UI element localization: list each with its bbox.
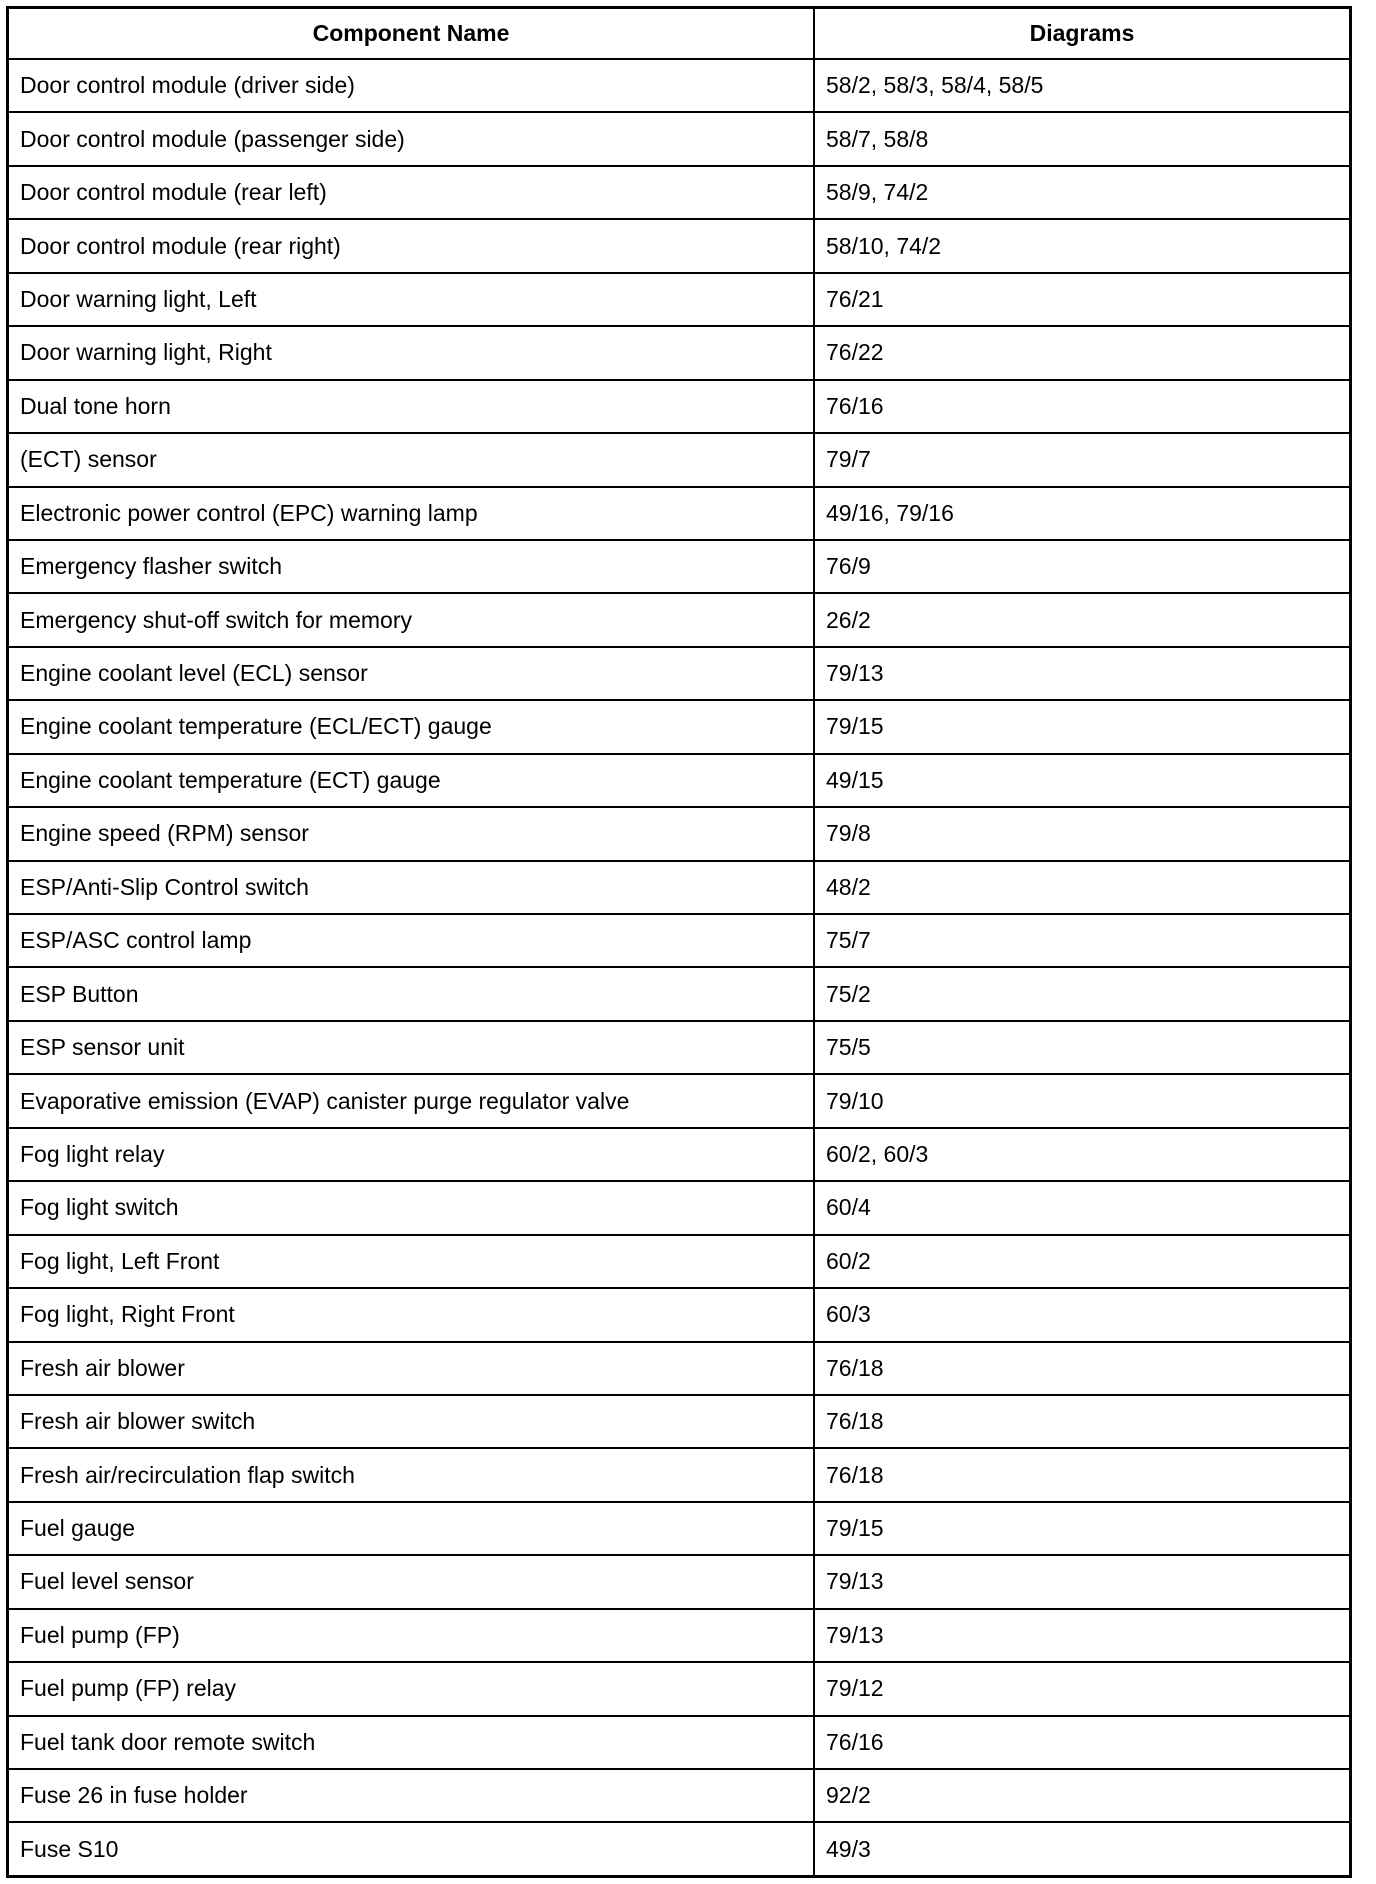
component-name-cell: Fuel tank door remote switch [9,1716,814,1769]
diagrams-cell: 76/16 [814,1716,1349,1769]
component-name-cell: Fog light switch [9,1181,814,1234]
diagrams-cell: 75/7 [814,914,1349,967]
table-row [9,647,1349,700]
diagrams-cell: 76/21 [814,273,1349,326]
diagrams-cell: 60/3 [814,1288,1349,1341]
table-row [9,1555,1349,1608]
table-row [9,166,1349,219]
table-row [9,433,1349,486]
component-diagram-table [9,9,1349,1875]
diagrams-cell: 79/15 [814,700,1349,753]
diagrams-cell: 92/2 [814,1769,1349,1822]
component-name-cell: Door control module (driver side) [9,59,814,112]
table-row [9,807,1349,860]
diagrams-cell: 76/18 [814,1395,1349,1448]
table-row [9,967,1349,1020]
diagrams-cell: 58/10, 74/2 [814,219,1349,272]
component-name-cell: Engine coolant level (ECL) sensor [9,647,814,700]
component-name-cell: ESP/ASC control lamp [9,914,814,967]
table-row [9,700,1349,753]
diagrams-cell: 79/10 [814,1074,1349,1127]
table-row [9,1662,1349,1715]
component-table-frame [6,6,1352,1878]
diagrams-cell: 49/15 [814,754,1349,807]
table-row [9,487,1349,540]
component-name-cell: Electronic power control (EPC) warning lamp [9,487,814,540]
component-name-cell: Fuse 26 in fuse holder [9,1769,814,1822]
table-row [9,59,1349,112]
diagrams-cell: 58/9, 74/2 [814,166,1349,219]
table-row [9,1448,1349,1501]
table-row [9,754,1349,807]
table-row [9,540,1349,593]
diagrams-cell: 79/15 [814,1502,1349,1555]
column-header-diagrams: Diagrams [814,9,1349,59]
component-name-cell: Engine coolant temperature (ECT) gauge [9,754,814,807]
component-name-cell: Fresh air blower [9,1342,814,1395]
component-name-cell: (ECT) sensor [9,433,814,486]
component-name-cell: ESP Button [9,967,814,1020]
component-name-cell: Emergency shut-off switch for memory [9,593,814,646]
table-row [9,593,1349,646]
table-row [9,380,1349,433]
table-row [9,219,1349,272]
diagrams-cell: 79/13 [814,647,1349,700]
table-row [9,1502,1349,1555]
table-row [9,1235,1349,1288]
diagrams-cell: 58/2, 58/3, 58/4, 58/5 [814,59,1349,112]
component-name-cell: ESP sensor unit [9,1021,814,1074]
component-name-cell: ESP/Anti-Slip Control switch [9,861,814,914]
diagrams-cell: 79/12 [814,1662,1349,1715]
diagrams-cell: 79/8 [814,807,1349,860]
diagrams-cell: 58/7, 58/8 [814,112,1349,165]
diagrams-cell: 49/3 [814,1822,1349,1875]
table-row [9,1074,1349,1127]
diagrams-cell: 49/16, 79/16 [814,487,1349,540]
component-name-cell: Fuel pump (FP) [9,1609,814,1662]
component-name-cell: Fog light, Left Front [9,1235,814,1288]
diagrams-cell: 76/16 [814,380,1349,433]
table-row [9,1128,1349,1181]
diagrams-cell: 60/4 [814,1181,1349,1234]
diagrams-cell: 75/2 [814,967,1349,1020]
component-name-cell: Evaporative emission (EVAP) canister purge regulator valve [9,1074,814,1127]
component-name-cell: Fuse S10 [9,1822,814,1875]
diagrams-cell: 79/13 [814,1609,1349,1662]
column-header-component-name: Component Name [9,9,814,59]
diagrams-cell: 79/7 [814,433,1349,486]
component-name-cell: Door warning light, Left [9,273,814,326]
component-name-cell: Fresh air blower switch [9,1395,814,1448]
table-row [9,1716,1349,1769]
table-row [9,861,1349,914]
component-name-cell: Door control module (rear right) [9,219,814,272]
component-name-cell: Door warning light, Right [9,326,814,379]
component-name-cell: Fog light, Right Front [9,1288,814,1341]
component-name-cell: Fuel gauge [9,1502,814,1555]
component-name-cell: Door control module (rear left) [9,166,814,219]
table-body [9,59,1349,1875]
diagrams-cell: 75/5 [814,1021,1349,1074]
component-name-cell: Fuel pump (FP) relay [9,1662,814,1715]
component-name-cell: Fresh air/recirculation flap switch [9,1448,814,1501]
table-row [9,1609,1349,1662]
component-name-cell: Door control module (passenger side) [9,112,814,165]
table-row [9,1822,1349,1875]
component-name-cell: Engine speed (RPM) sensor [9,807,814,860]
table-row [9,1288,1349,1341]
component-name-cell: Fuel level sensor [9,1555,814,1608]
diagrams-cell: 76/9 [814,540,1349,593]
table-row [9,112,1349,165]
component-name-cell: Engine coolant temperature (ECL/ECT) gauge [9,700,814,753]
diagrams-cell: 79/13 [814,1555,1349,1608]
component-name-cell: Fog light relay [9,1128,814,1181]
component-name-cell: Emergency flasher switch [9,540,814,593]
diagrams-cell: 60/2 [814,1235,1349,1288]
table-row [9,1395,1349,1448]
table-row [9,1769,1349,1822]
component-name-cell: Dual tone horn [9,380,814,433]
table-row [9,1342,1349,1395]
diagrams-cell: 76/18 [814,1342,1349,1395]
diagrams-cell: 48/2 [814,861,1349,914]
diagrams-cell: 76/18 [814,1448,1349,1501]
table-row [9,914,1349,967]
diagrams-cell: 60/2, 60/3 [814,1128,1349,1181]
table-row [9,273,1349,326]
table-row [9,1181,1349,1234]
table-row [9,326,1349,379]
table-header-row [9,9,1349,59]
table-row [9,1021,1349,1074]
diagrams-cell: 76/22 [814,326,1349,379]
diagrams-cell: 26/2 [814,593,1349,646]
